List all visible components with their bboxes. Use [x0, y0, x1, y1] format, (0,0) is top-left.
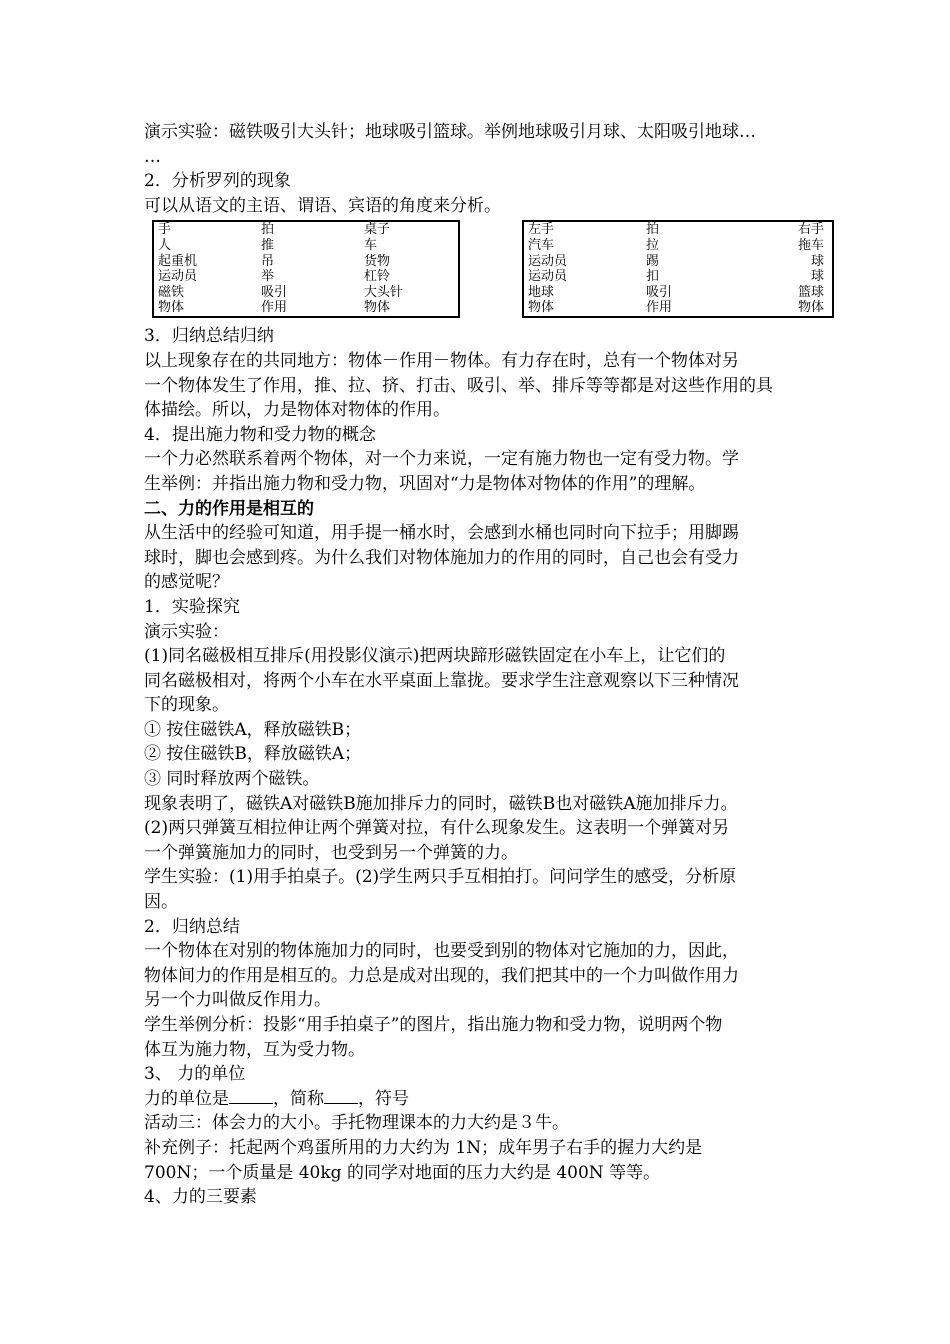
- section-4-heading: 4．提出施力物和受力物的概念: [144, 424, 376, 445]
- paragraph-line: 另一个力叫做反作用力。: [144, 990, 331, 1011]
- phenomena-table-left: [152, 220, 460, 318]
- paragraph-line: 一个物体发生了作用，推、拉、挤、打击、吸引、举、排斥等等都是对这些作用的具: [144, 375, 773, 396]
- analysis-intro: 可以从语文的主语、谓语、宾语的角度来分析。: [144, 195, 501, 216]
- table-row: 磁铁 吸引 大头针: [158, 284, 404, 300]
- document-page: [144, 120, 824, 1210]
- paragraph-line: 物体间力的作用是相互的。力总是成对出现的，我们把其中的一个力叫做作用力: [144, 965, 739, 986]
- heading-mutual-force: 二、力的作用是相互的: [144, 498, 314, 519]
- table-row: 左手 拍 右手: [528, 222, 824, 238]
- list-item: ① 按住磁铁A，释放磁铁B；: [144, 719, 362, 740]
- table-row: 运动员 举 杠铃: [158, 269, 391, 285]
- paragraph-line: 同名磁极相对，将两个小车在水平桌面上靠拢。要求学生注意观察以下三种情况: [144, 670, 739, 691]
- force-unit-fill-in: 力的单位是 ，简称 ，符号: [144, 1088, 409, 1109]
- paragraph-line: 一个弹簧施加力的同时，也受到另一个弹簧的力。: [144, 842, 518, 863]
- paragraph-line: 一个力必然联系着两个物体，对一个力来说，一定有施力物也一定有受力物。学: [144, 449, 739, 470]
- section-2-heading: 2．分析罗列的现象: [144, 171, 291, 192]
- paragraph-line: 的感觉呢？: [144, 572, 229, 593]
- demo-experiment-line: 演示实验：磁铁吸引大头针；地球吸引篮球。举例地球吸引月球、太阳吸引地球…: [144, 122, 756, 142]
- paragraph-line: 以上现象存在的共同地方：物体－作用－物体。有力存在时，总有一个物体对另: [144, 350, 739, 371]
- list-item: ③ 同时释放两个磁铁。: [144, 769, 320, 790]
- subheading-summary: 2．归纳总结: [144, 916, 240, 937]
- paragraph-line: 补充例子：托起两个鸡蛋所用的力大约为 1N；成年男子右手的握力大约是: [144, 1137, 703, 1158]
- paragraph-line: 从生活中的经验可知道，用手提一桶水时，会感到水桶也同时向下拉手；用脚踢: [144, 523, 739, 544]
- paragraph-line: 学生实验：(1)用手拍桌子。(2)学生两只手互相拍打。问问学生的感受，分析原: [144, 867, 737, 888]
- list-item: ② 按住磁铁B，释放磁铁A；: [144, 744, 362, 765]
- paragraph-line: 演示实验：: [144, 621, 229, 642]
- section-3-heading: 3．归纳总结归纳: [144, 326, 274, 347]
- paragraph-line: 生举例：并指出施力物和受力物，巩固对“力是物体对物体的作用”的理解。: [144, 473, 706, 494]
- table-row: 运动员 扣 球: [528, 269, 824, 285]
- table-row: 地球 吸引 篮球: [528, 284, 824, 300]
- table-row: 手 拍 桌子: [158, 222, 391, 238]
- unit-blank: [229, 1087, 273, 1104]
- table-row: 物体 作用 物体: [158, 300, 391, 316]
- paragraph-line: (1)同名磁极相互排斥(用投影仪演示)把两块蹄形磁铁固定在小车上，让它们的: [144, 646, 726, 667]
- table-row: 物体 作用 物体: [528, 300, 824, 316]
- paragraph-line: 因。: [144, 892, 178, 913]
- paragraph-line: 体互为施力物，互为受力物。: [144, 1039, 365, 1060]
- paragraph-line: 球时，脚也会感到疼。为什么我们对物体施加力的作用的同时，自己也会有受力: [144, 547, 739, 568]
- table-row: 汽车 拉 拖车: [528, 237, 824, 253]
- table-row: 运动员 踢 球: [528, 253, 824, 269]
- phenomena-tables: [144, 220, 824, 322]
- paragraph-line: 700N；一个质量是 40kg 的同学对地面的压力大约是 400N 等等。: [144, 1162, 661, 1183]
- ellipsis-line: …: [144, 146, 161, 167]
- subheading-three-elements: 4、力的三要素: [144, 1187, 257, 1208]
- phenomena-table-right: [522, 220, 834, 318]
- paragraph-line: 活动三：体会力的大小。手托物理课本的力大约是３牛。: [144, 1113, 569, 1134]
- paragraph-line: 学生举例分析：投影“用手拍桌子”的图片，指出施力物和受力物，说明两个物: [144, 1015, 723, 1035]
- table-row: 起重机 吊 货物: [158, 253, 391, 269]
- paragraph-line: 现象表明了，磁铁A对磁铁B施加排斥力的同时，磁铁B也对磁铁A施加排斥力。: [144, 793, 738, 814]
- paragraph-line: 一个物体在对别的物体施加力的同时，也要受到别的物体对它施加的力，因此，: [144, 941, 739, 962]
- subheading-experiment: 1．实验探究: [144, 596, 240, 617]
- table-row: 人 推 车: [158, 237, 378, 253]
- paragraph-line: 体描绘。所以，力是物体对物体的作用。: [144, 400, 450, 421]
- abbreviation-blank: [324, 1087, 358, 1104]
- paragraph-line: 下的现象。: [144, 695, 229, 716]
- subheading-force-unit: 3、 力的单位: [144, 1064, 246, 1085]
- paragraph-line: (2)两只弹簧互相拉伸让两个弹簧对拉，有什么现象发生。这表明一个弹簧对另: [144, 818, 730, 839]
